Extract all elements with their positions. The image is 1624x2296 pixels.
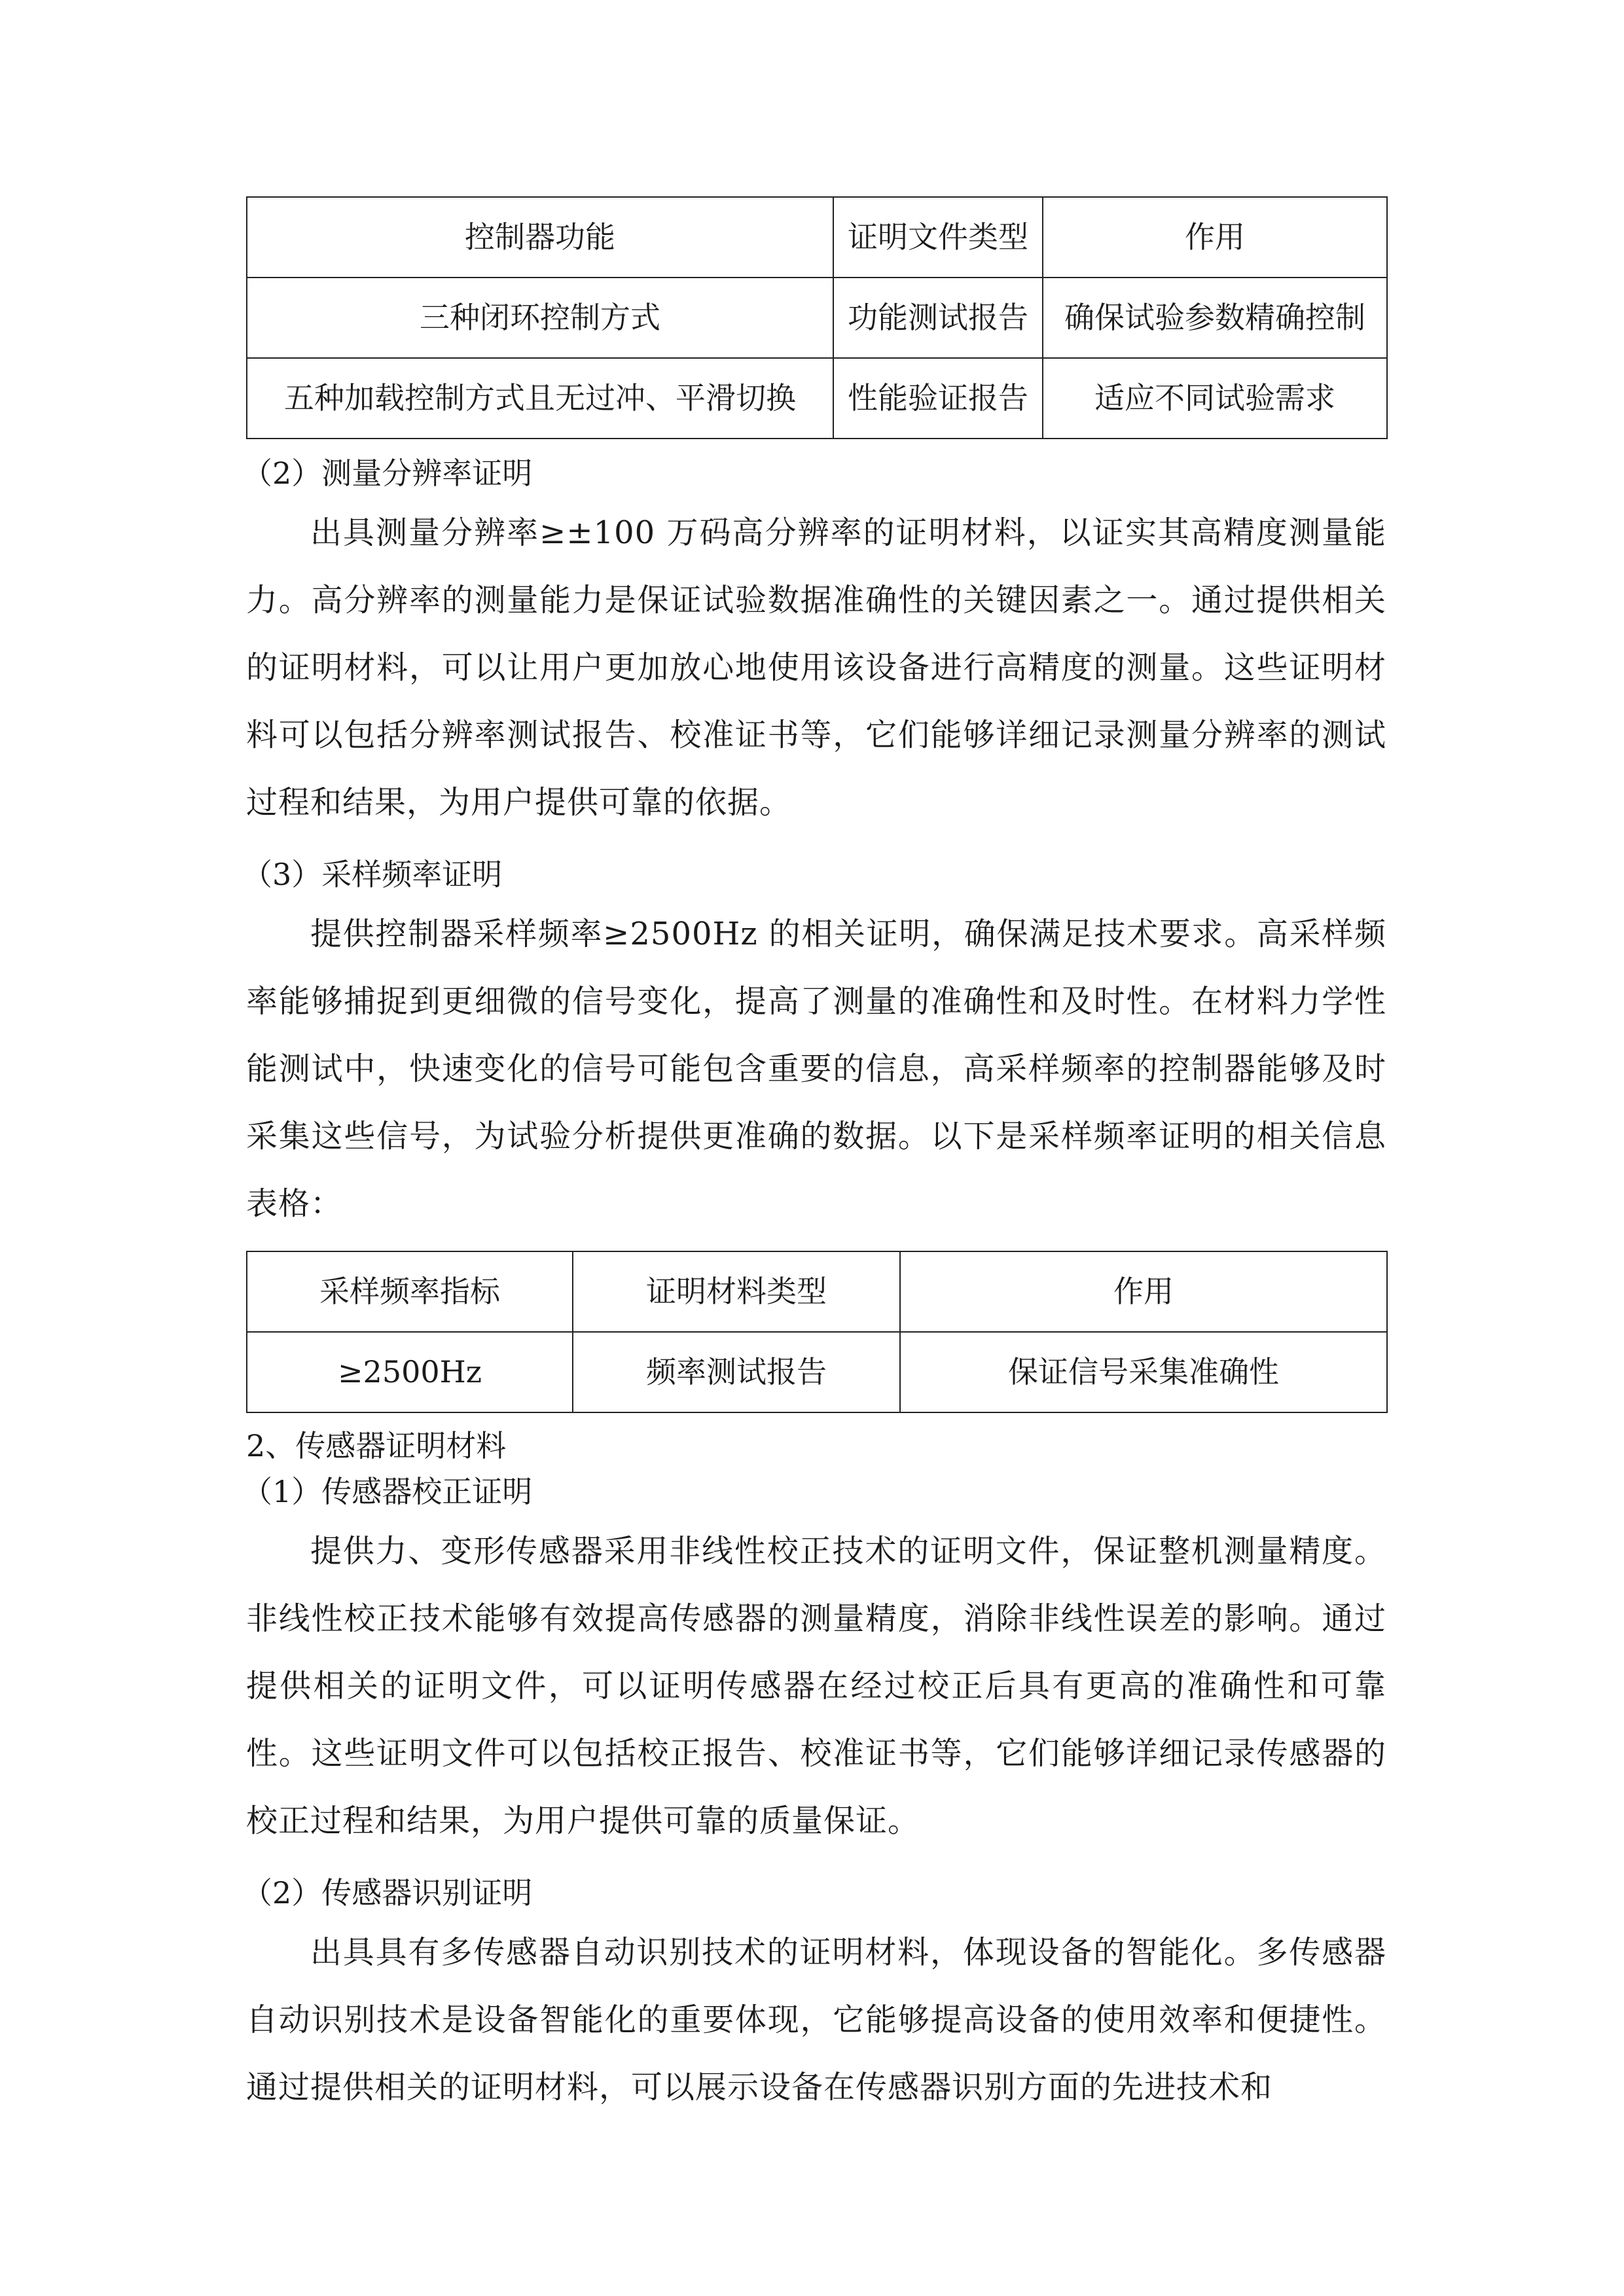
paragraph-sensor-calibration: 提供力、变形传感器采用非线性校正技术的证明文件，保证整机测量精度。非线性校正技术能够有效提高传感器的测量精度，消除非线性误差的影响。通过提供相关的证明文件，可以证明传感器在经过校正后具有更高的准确性和可靠性。这些证明文件可以包括校正报告、校准证书等，它们能够详细记录传感器的校正过程和结果，为用户提供可靠的质量保证。	[246, 1533, 1386, 1839]
table-row	[247, 358, 1387, 439]
document-page	[242, 196, 1386, 2121]
section-heading-sampling: （3）采样频率证明	[242, 857, 503, 892]
table-header-cell: 作用	[900, 1251, 1387, 1332]
table-cell: 确保试验参数精确控制	[1043, 278, 1387, 358]
table-cell: 五种加载控制方式且无过冲、平滑切换	[247, 358, 833, 439]
section-heading-sensor-calibration: （1）传感器校正证明	[242, 1474, 533, 1509]
paragraph-sensor-identification: 出具具有多传感器自动识别技术的证明材料，体现设备的智能化。多传感器自动识别技术是设备智能化的重要体现，它能够提高设备的使用效率和便捷性。通过提供相关的证明材料，可以展示设备在传感器识别方面的先进技术和	[246, 1934, 1386, 2106]
table-cell: 适应不同试验需求	[1043, 358, 1387, 439]
sampling-frequency-table	[246, 1251, 1388, 1413]
paragraph-sampling: 提供控制器采样频率≥2500Hz 的相关证明，确保满足技术要求。高采样频率能够捕捉到更细微的信号变化，提高了测量的准确性和及时性。在材料力学性能测试中，快速变化的信号可能包含重要的信息，高采样频率的控制器能够及时采集这些信号，为试验分析提供更准确的数据。以下是采样频率证明的相关信息表格：	[246, 916, 1386, 1222]
table-header-cell: 证明材料类型	[573, 1251, 900, 1332]
section-heading-sensor: 2、传感器证明材料	[246, 1428, 507, 1463]
table-row	[247, 278, 1387, 358]
table-header-cell: 证明文件类型	[833, 197, 1043, 278]
table-cell: 三种闭环控制方式	[247, 278, 833, 358]
table-header-cell: 作用	[1043, 197, 1387, 278]
table-cell: ≥2500Hz	[247, 1332, 573, 1412]
section-heading-sensor-identification: （2）传感器识别证明	[242, 1875, 533, 1910]
table-cell: 保证信号采集准确性	[900, 1332, 1387, 1412]
table-header-row	[247, 197, 1387, 278]
table-header-cell: 采样频率指标	[247, 1251, 573, 1332]
controller-function-table	[246, 196, 1388, 439]
section-heading-resolution: （2）测量分辨率证明	[242, 456, 533, 491]
paragraph-resolution: 出具测量分辨率≥±100 万码高分辨率的证明材料，以证实其高精度测量能力。高分辨率的测量能力是保证试验数据准确性的关键因素之一。通过提供相关的证明材料，可以让用户更加放心地使用该设备进行高精度的测量。这些证明材料可以包括分辨率测试报告、校准证书等，它们能够详细记录测量分辨率的测试过程和结果，为用户提供可靠的依据。	[246, 514, 1386, 821]
table-row	[247, 1332, 1387, 1412]
table-cell: 频率测试报告	[573, 1332, 900, 1412]
table-header-row	[247, 1251, 1387, 1332]
table-cell: 功能测试报告	[833, 278, 1043, 358]
table-cell: 性能验证报告	[833, 358, 1043, 439]
table-header-cell: 控制器功能	[247, 197, 833, 278]
